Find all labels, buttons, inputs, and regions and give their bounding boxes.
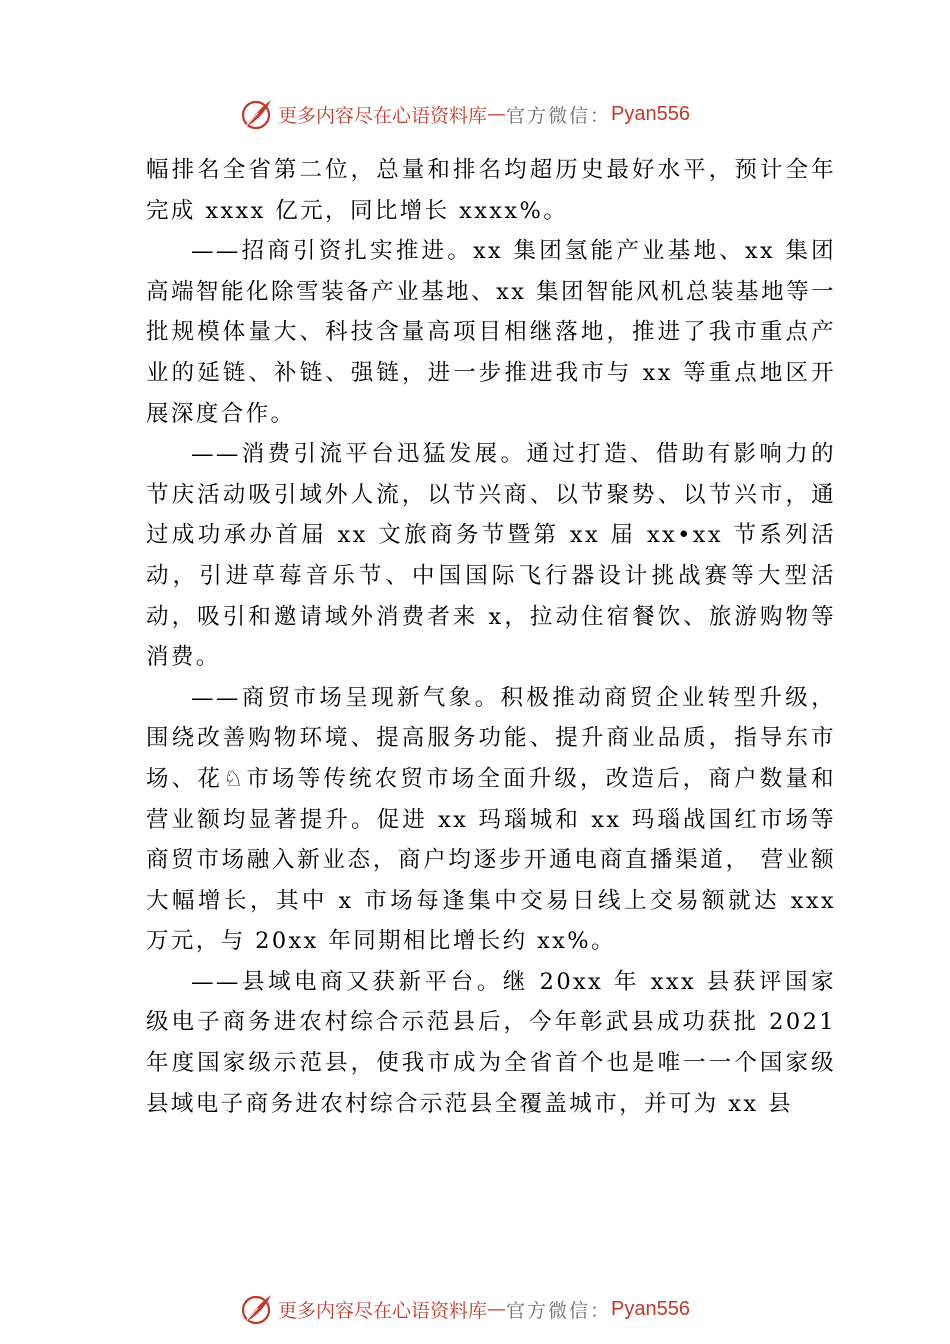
paragraph-market: ——商贸市场呈现新气象。积极推动商贸企业转型升级，围绕改善购物环境、提高服务功能、提升商业品质，指导东市场、花♘市场等传统农贸市场全面升级，改造后，商户数量和营业额均显著提升。促进 xx 玛瑙城和 xx 玛瑙战国红市场等商贸市场融入新业态，商户均逐步开通电商直播渠道， 营业额大幅增长，其中 x 市场每逢集中交易日线上交易额就达 xxx 万元，与 20xx 年同期相比增长约 xx%。	[146, 684, 836, 955]
site-name-text: 更多内容尽在心语资料库	[278, 104, 488, 127]
wechat-label: 官方微信：	[506, 1299, 612, 1322]
separator-dash: —	[487, 103, 507, 125]
document-body	[146, 150, 836, 1124]
paragraph-ecommerce: ——县域电商又获新平台。继 20xx 年 xxx 县获评国家级电子商务进农村综合示范县后，今年彰武县成功获批 2021 年度国家级示范县，使我市成为全省首个也是唯一一个国家级县域电子商务进农村综合示范县全覆盖城市，并可为 xx 县	[146, 968, 836, 1117]
wechat-label: 官方微信：	[506, 104, 612, 127]
feather-quill-icon	[238, 96, 274, 132]
site-name-text: 更多内容尽在心语资料库	[278, 1299, 488, 1322]
footer-banner	[238, 1289, 690, 1329]
paragraph-investment: ——招商引资扎实推进。xx 集团氢能产业基地、xx 集团高端智能化除雪装备产业基地、xx 集团智能风机总装基地等一批规模体量大、科技含量高项目相继落地，推进了我市重点产业的延链、补链、强链，进一步推进我市与 xx 等重点地区开展深度合作。	[146, 238, 836, 427]
separator-dash: —	[487, 1298, 507, 1320]
header-banner	[238, 94, 690, 134]
feather-quill-icon	[238, 1291, 274, 1327]
paragraph-consumption: ——消费引流平台迅猛发展。通过打造、借助有影响力的节庆活动吸引域外人流，以节兴商、以节聚势、以节兴市，通过成功承办首届 xx 文旅商务节暨第 xx 届 xx•xx 节系列活动，引进草莓音乐节、中国国际飞行器设计挑战赛等大型活动，吸引和邀请域外消费者来 x，拉动住宿餐饮、旅游购物等消费。	[146, 441, 836, 671]
wechat-id: Pyan556	[611, 1297, 690, 1320]
wechat-id: Pyan556	[611, 102, 690, 125]
paragraph-continuation: 幅排名全省第二位，总量和排名均超历史最好水平，预计全年完成 xxxx 亿元，同比增长 xxxx%。	[146, 157, 836, 224]
